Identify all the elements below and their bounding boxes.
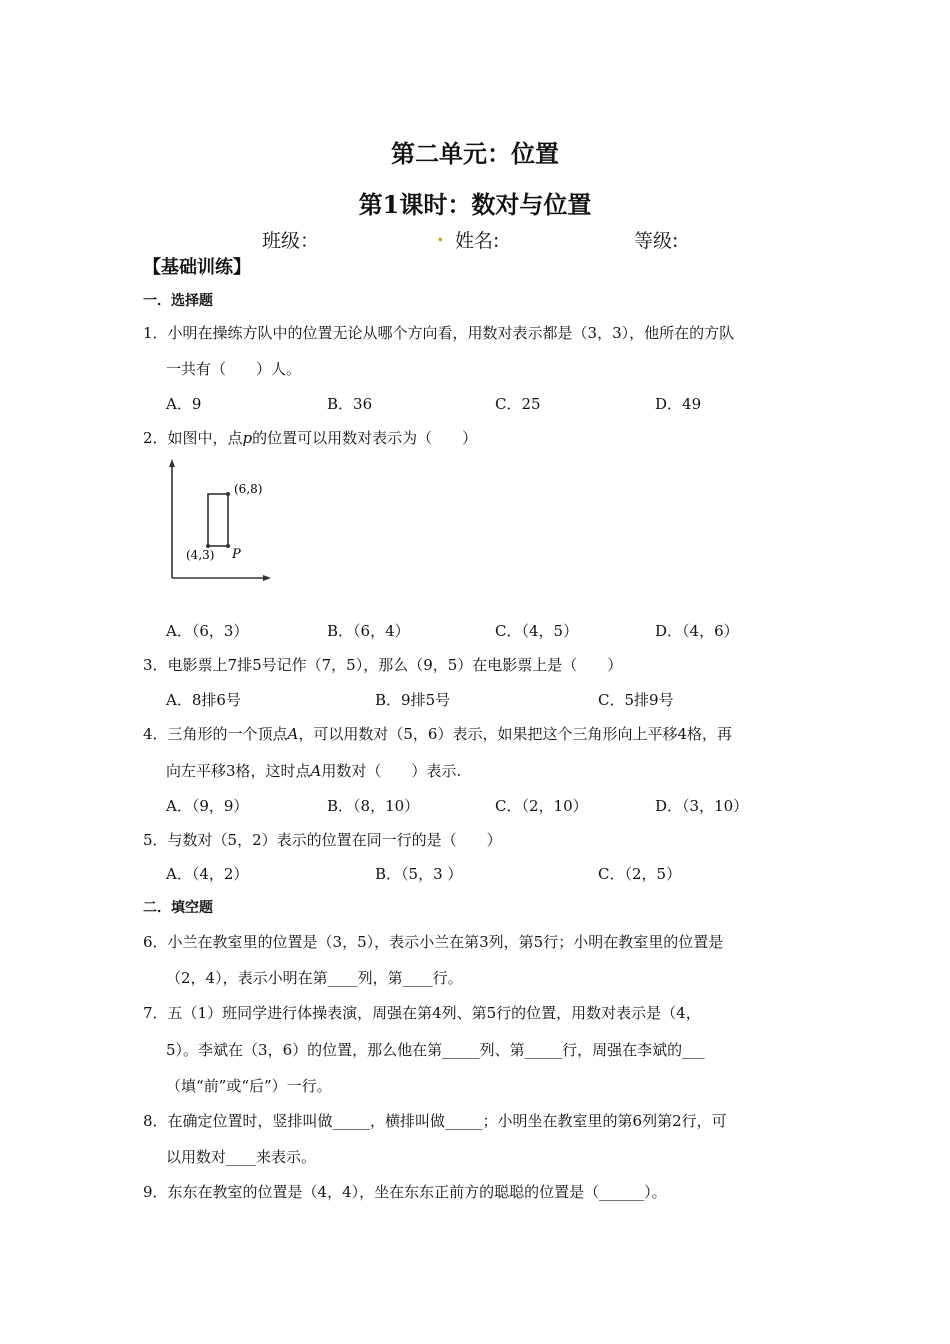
q5-option-c: C．（2，5） <box>598 865 682 883</box>
dot-mark: . <box>437 224 444 246</box>
question-7-line2: 5）。李斌在（3，6）的位置，那么他在第_____列、第_____行，周强在李斌的___ <box>166 1041 705 1059</box>
question-7-line3: （填“前”或“后”）一行。 <box>166 1077 332 1095</box>
question-6-line2: （2，4），表示小明在第____列，第____行。 <box>166 969 463 987</box>
question-8-line1: 8．在确定位置时，竖排叫做_____，横排叫做_____；小明坐在教室里的第6列第2行，可 <box>143 1112 727 1130</box>
lesson-subtitle: 第1课时：数对与位置 <box>358 190 592 219</box>
q2-option-c: C．（4，5） <box>495 622 579 640</box>
question-6-line1: 6．小兰在教室里的位置是（3，5），表示小兰在第3列，第5行；小明在教室里的位置是 <box>143 933 724 951</box>
q3-option-b: B．9排5号 <box>375 691 451 709</box>
point-6-8 <box>226 492 230 496</box>
question-4-line2: 向左平移3格，这时点A用数对（ ）表示. <box>166 762 462 780</box>
question-4-line1: 4．三角形的一个顶点A，可以用数对（5，6）表示，如果把这个三角形向上平移4格，再 <box>143 725 733 743</box>
q4-option-a: A．（9，9） <box>166 797 249 815</box>
section-basic-training: 【基础训练】 <box>143 257 251 278</box>
label-p: P <box>232 547 241 562</box>
q1-option-c: C．25 <box>495 395 541 413</box>
label-4-3: (4,3) <box>186 548 215 562</box>
question-1-line2: 一共有（ ）人。 <box>166 360 302 378</box>
q4-option-d: D．（3，10） <box>655 797 749 815</box>
class-label: 班级： <box>262 230 320 252</box>
label-6-8: (6,8) <box>234 482 263 496</box>
section-multiple-choice: 一．选择题 <box>143 293 213 309</box>
q1-option-b: B．36 <box>327 395 373 413</box>
question-5-line1: 5．与数对（5，2）表示的位置在同一行的是（ ） <box>143 831 502 849</box>
q5-option-a: A．（4，2） <box>166 865 249 883</box>
question-2-line1: 2．如图中，点p的位置可以用数对表示为（ ） <box>143 429 478 447</box>
name-label: 姓名: <box>455 230 500 252</box>
q2-option-b: B．（6，4） <box>327 622 410 640</box>
point-p <box>226 544 230 548</box>
q4-option-c: C．（2，10） <box>495 797 588 815</box>
question-9-line1: 9．东东在教室的位置是（4，4），坐在东东正前方的聪聪的位置是（______）。 <box>143 1183 667 1201</box>
q2-option-a: A．（6，3） <box>166 622 249 640</box>
question-3-line1: 3．电影票上7排5号记作（7，5），那么（9，5）在电影票上是（ ） <box>143 656 623 674</box>
q2-option-d: D．（4，6） <box>655 622 739 640</box>
question-8-line2: 以用数对____来表示。 <box>166 1148 317 1166</box>
y-axis-arrow <box>169 459 175 467</box>
question-7-line1: 7．五（1）班同学进行体操表演，周强在第4列、第5行的位置，用数对表示是（4， <box>143 1004 701 1022</box>
q3-option-a: A．8排6号 <box>166 691 241 709</box>
section-fill-in: 二．填空题 <box>143 900 213 916</box>
q5-option-b: B．（5，3 ） <box>375 865 463 883</box>
question-1-line1: 1．小明在操练方队中的位置无论从哪个方向看，用数对表示都是（3，3），他所在的方队 <box>143 324 735 342</box>
coordinate-figure <box>160 456 275 586</box>
grade-label: 等级: <box>634 230 679 252</box>
page-title: 第二单元：位置 <box>391 139 559 168</box>
q1-option-a: A．9 <box>166 395 202 413</box>
rectangle-shape <box>208 494 228 546</box>
q1-option-d: D．49 <box>655 395 702 413</box>
q3-option-c: C．5排9号 <box>598 691 674 709</box>
x-axis-arrow <box>263 575 271 581</box>
q4-option-b: B．（8，10） <box>327 797 420 815</box>
